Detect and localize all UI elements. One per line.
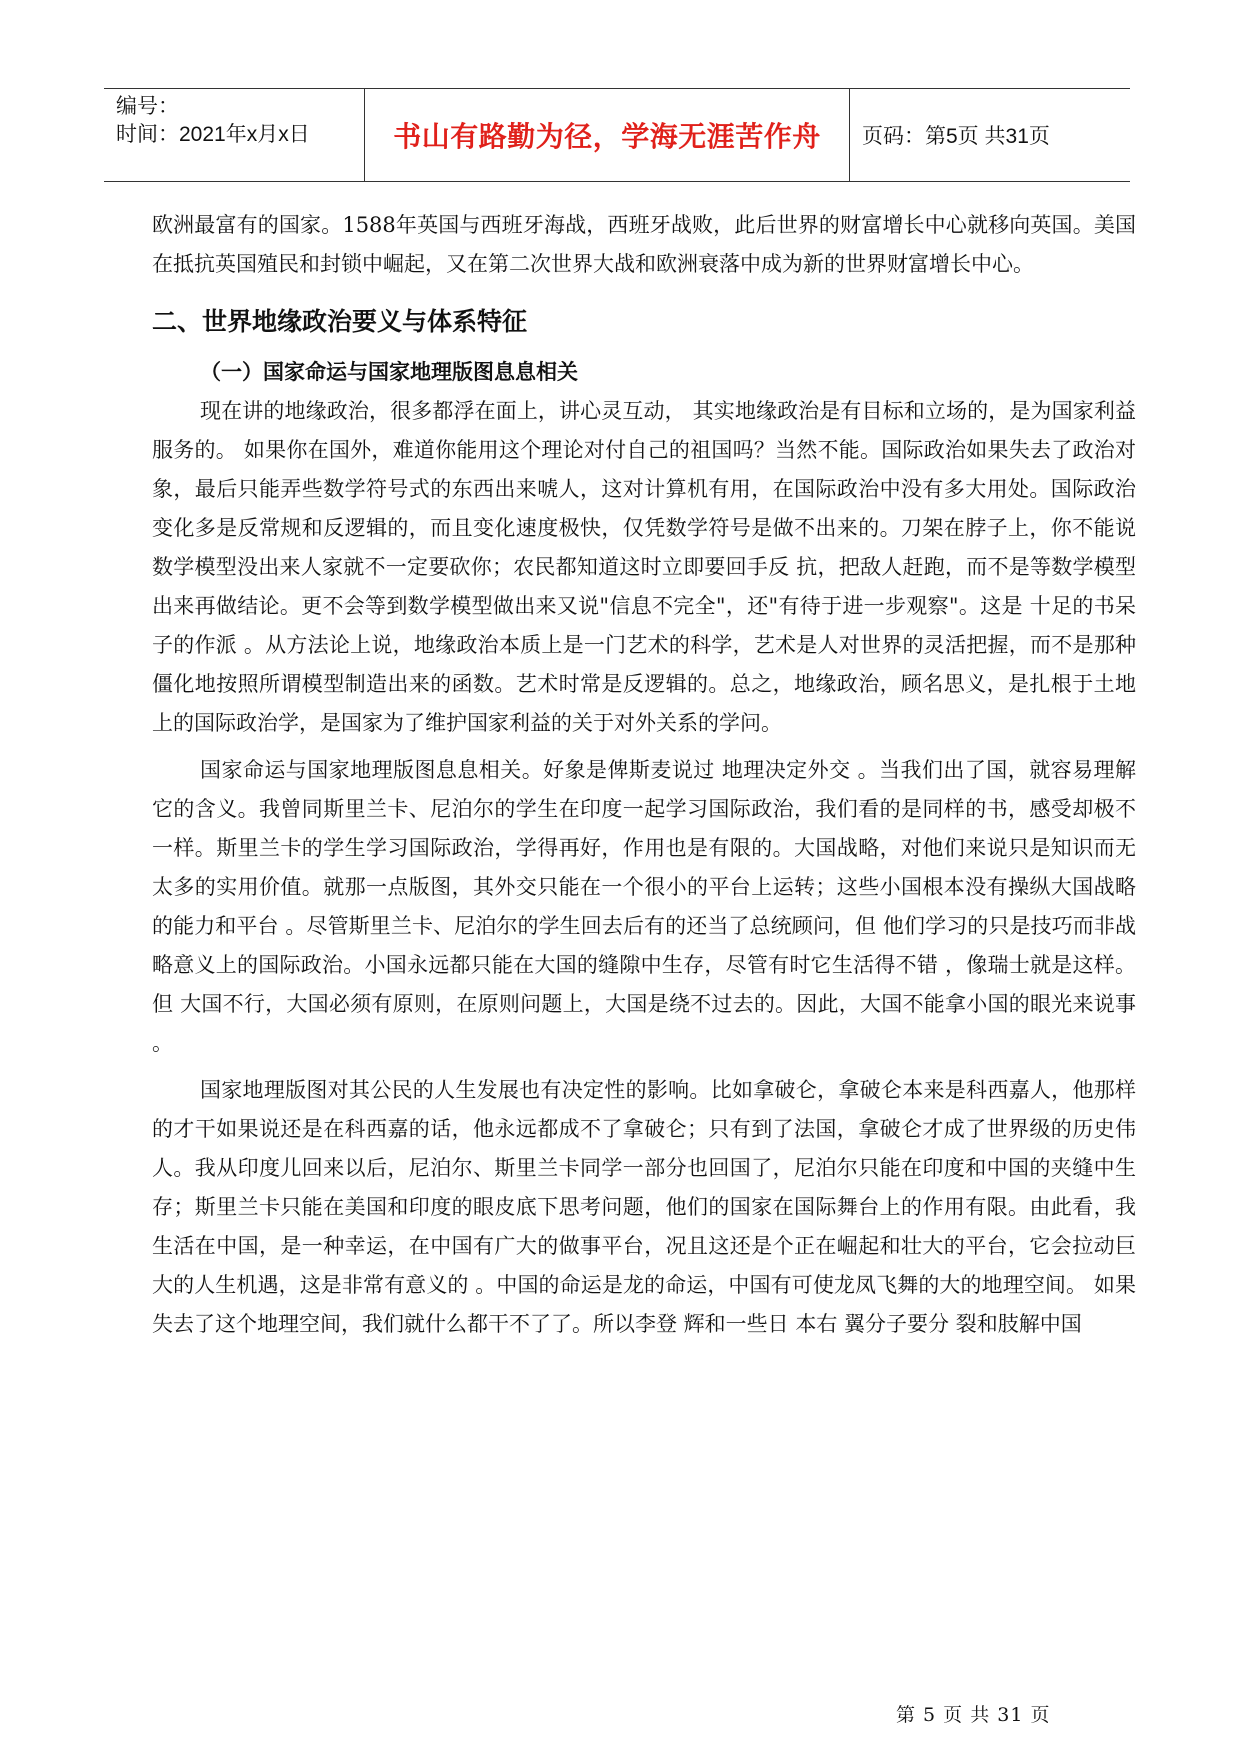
page-footer — [896, 1700, 1050, 1727]
page-code: 页码：第5页 共31页 — [862, 125, 1050, 148]
footer-page-number: 第 5 页 共 31 页 — [896, 1704, 1051, 1726]
document-body — [152, 206, 1136, 1344]
intro-paragraph: 欧洲最富有的国家。1588年英国与西班牙海战，西班牙战败，此后世界的财富增长中心就移向英国。美国在抵抗英国殖民和封锁中崛起，又在第二次世界大战和欧洲衰落中成为新的世界财富增长中心。 — [152, 213, 1136, 276]
number-label: 编号： — [116, 95, 179, 118]
paragraph-1: 现在讲的地缘政治，很多都浮在面上，讲心灵互动， 其实地缘政治是有目标和立场的，是为国家利益服务的。 如果你在国外，难道你能用这个理论对付自己的祖国吗？当然不能。国际政治如果失去了政治对象，最后只能弄些数学符号式的东西出来唬人，这对计算机有用，在国际政治中没有多大用处。国际政治变化多是反常规和反逻辑的，而且变化速度极快，仅凭数学符号是做不出来的。刀架在脖子上，你不能说数学模型没出来人家就不一定要砍你；农民都知道这时立即要回手反 抗，把敌人赶跑，而不是等数学模型出来再做结论。更不会等到数学模型做出来又说"信息不完全"，还"有待于进一步观察"。这是 十足的书呆子的作派 。从方法论上说，地缘政治本质上是一门艺术的科学，艺术是人对世界的灵活把握，而不是那种僵化地按照所谓模型制造出来的函数。艺术时常是反逻辑的。总之，地缘政治，顾名思义，是扎根于土地上的国际政治学，是国家为了维护国家利益的关于对外关系的学问。 — [152, 399, 1136, 735]
time-label: 时间：2021年x月x日 — [116, 123, 310, 146]
paragraph-3: 国家地理版图对其公民的人生发展也有决定性的影响。比如拿破仑，拿破仑本来是科西嘉人，他那样的才干如果说还是在科西嘉的话，他永远都成不了拿破仑；只有到了法国，拿破仑才成了世界级的历史伟人。我从印度儿回来以后，尼泊尔、斯里兰卡同学一部分也回国了，尼泊尔只能在印度和中国的夹缝中生存；斯里兰卡只能在美国和印度的眼皮底下思考问题，他们的国家在国际舞台上的作用有限。由此看，我 生活在中国，是一种幸运，在中国有广大的做事平台，况且这还是个正在崛起和壮大的平台，它会拉动巨大的人生机遇，这是非常有意义的 。中国的命运是龙的命运，中国有可使龙凤飞舞的大的地理空间。 如果失去了这个地理空间，我们就什么都干不了了。所以李登 辉和一些日 本右 翼分子要分 裂和肢解中国 — [152, 1078, 1136, 1336]
header-page-cell — [850, 89, 1130, 181]
sub-heading: （一）国家命运与国家地理版图息息相关 — [200, 360, 578, 384]
header-meta-cell — [104, 89, 365, 181]
header-motto-cell — [365, 89, 850, 181]
paragraph-2: 国家命运与国家地理版图息息相关。好象是俾斯麦说过 地理决定外交 。当我们出了国，就容易理解它的含义。我曾同斯里兰卡、尼泊尔的学生在印度一起学习国际政治，我们看的是同样的书，感受却极不一样。斯里兰卡的学生学习国际政治，学得再好，作用也是有限的。大国战略，对他们来说只是知识而无太多的实用价值。就那一点版图，其外交只能在一个很小的平台上运转；这些小国根本没有操纵大国战略的能力和平台 。尽管斯里兰卡、尼泊尔的学生回去后有的还当了总统顾问，但 他们学习的只是技巧而非战略意义上的国际政治。小国永远都只能在大国的缝隙中生存，尽管有时它生活得不错 ，像瑞士就是这样。但 大国不行，大国必须有原则，在原则问题上，大国是绕不过去的。因此，大国不能拿小国的眼光来说事 。 — [152, 758, 1136, 1055]
section-heading: 二、世界地缘政治要义与体系特征 — [152, 307, 528, 336]
motto-text: 书山有路勤为径，学海无涯苦作舟 — [393, 120, 821, 153]
document-header — [104, 88, 1130, 182]
